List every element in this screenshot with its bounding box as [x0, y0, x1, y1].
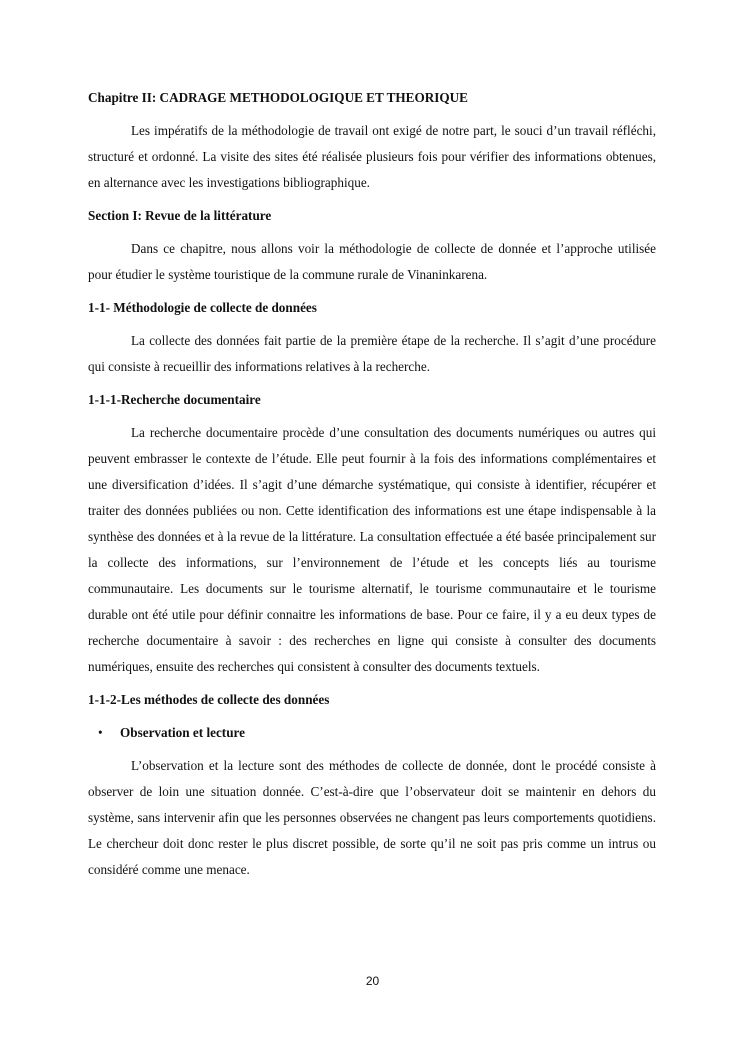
subsection-title-1-1-1: 1-1-1-Recherche documentaire: [88, 392, 261, 407]
bullet-icon: •: [98, 725, 103, 740]
intro-paragraph: Les impératifs de la méthodologie de travail ont exigé de notre part, le souci d’un travail réfléchi, structuré et ordonné. La visite des sites été réalisée plusieurs fois pour vérifier des informations obtenues, en alternance avec les investigations bibliographique.: [88, 123, 656, 190]
observation-paragraph: L’observation et la lecture sont des méthodes de collecte de donnée, dont le procédé consiste à observer de loin une situation donnée. C’est-à-dire que l’observateur doit se maintenir en dehors du système, sans intervenir afin que les personnes observées ne changent pas leurs comportements quotidiens. Le chercheur doit donc rester le plus discret possible, de sorte qu’il ne soit pas pris comme un intrus ou considéré comme une menace.: [88, 758, 656, 877]
section-paragraph: Dans ce chapitre, nous allons voir la méthodologie de collecte de donnée et l’approche utilisée pour étudier le système touristique de la commune rurale de Vinaninkarena.: [88, 241, 656, 282]
subsection-paragraph-1-1-1: La recherche documentaire procède d’une consultation des documents numériques ou autres qui peuvent embrasser le contexte de l’étude. Elle peut fournir à la fois des informations complémentaires et une diversification d’idées. Il s’agit d’une démarche systématique, qui consiste à identifier, récupérer et traiter des données publiées ou non. Cette identification des informations est une étape indispensable à la synthèse des données et à la revue de la littérature. La consultation effectuée a été basée principalement sur la collecte des informations, sur l’environnement de l’étude et les concepts liés au tourisme communautaire. Les documents sur le tourisme alternatif, le tourisme communautaire et le tourisme durable ont été utile pour définir connaitre les informations de base. Pour ce faire, il y a eu deux types de recherche documentaire à savoir : des recherches en ligne qui consiste à consulter des documents numériques, ensuite des recherches qui consistent à consulter des documents textuels.: [88, 425, 656, 674]
page-number: 20: [365, 974, 380, 988]
bullet-title: Observation et lecture: [120, 725, 246, 740]
subsection-paragraph-1-1: La collecte des données fait partie de la première étape de la recherche. Il s’agit d’une procédure qui consiste à recueillir des informations relatives à la recherche.: [88, 333, 656, 374]
document-body: [88, 85, 656, 883]
subsection-title-1-1: 1-1- Méthodologie de collecte de données: [88, 300, 317, 315]
section-title: Section I: Revue de la littérature: [88, 208, 272, 223]
chapter-title: Chapitre II: CADRAGE METHODOLOGIQUE ET THEORIQUE: [88, 90, 468, 105]
bullet-item-observation: [88, 720, 656, 746]
subsection-title-1-1-2: 1-1-2-Les méthodes de collecte des données: [88, 692, 330, 707]
